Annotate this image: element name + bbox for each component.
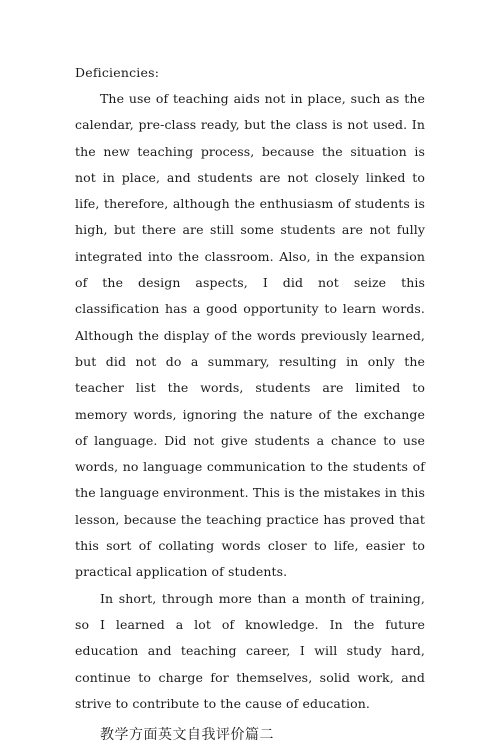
- paragraph-deficiencies: The use of teaching aids not in place, such as the calendar, pre-class ready, but the class is not used. In the new teaching process, because the situation is not in place, and students are not closely linked to life, therefore, although the enthusiasm of students is high, but there are still some students are not fully integrated into the classroom. Also, in the expansion of the design aspects, I did not seize this classification has a good opportunity to learn words. Although the display of the words previously learned, but did not do a summary, resulting in only the teacher list the words, students are limited to memory words, ignoring the nature of the exchange of language. Did not give students a chance to use words, no language communication to the students of the language environment. This is the mistakes in this lesson, because the teaching practice has proved that this sort of collating words closer to life, easier to practical application of students.: [75, 91, 425, 580]
- deficiencies-heading: Deficiencies:: [75, 65, 160, 80]
- paragraph-summary: In short, through more than a month of training, so I learned a lot of knowledge. In the future education and teaching career, I will study hard, continue to charge for themselves, solid work, and strive to contribute to the cause of education.: [75, 590, 425, 711]
- section-title: 教学方面英文自我评价篇二: [100, 727, 274, 744]
- document-page: [75, 60, 425, 749]
